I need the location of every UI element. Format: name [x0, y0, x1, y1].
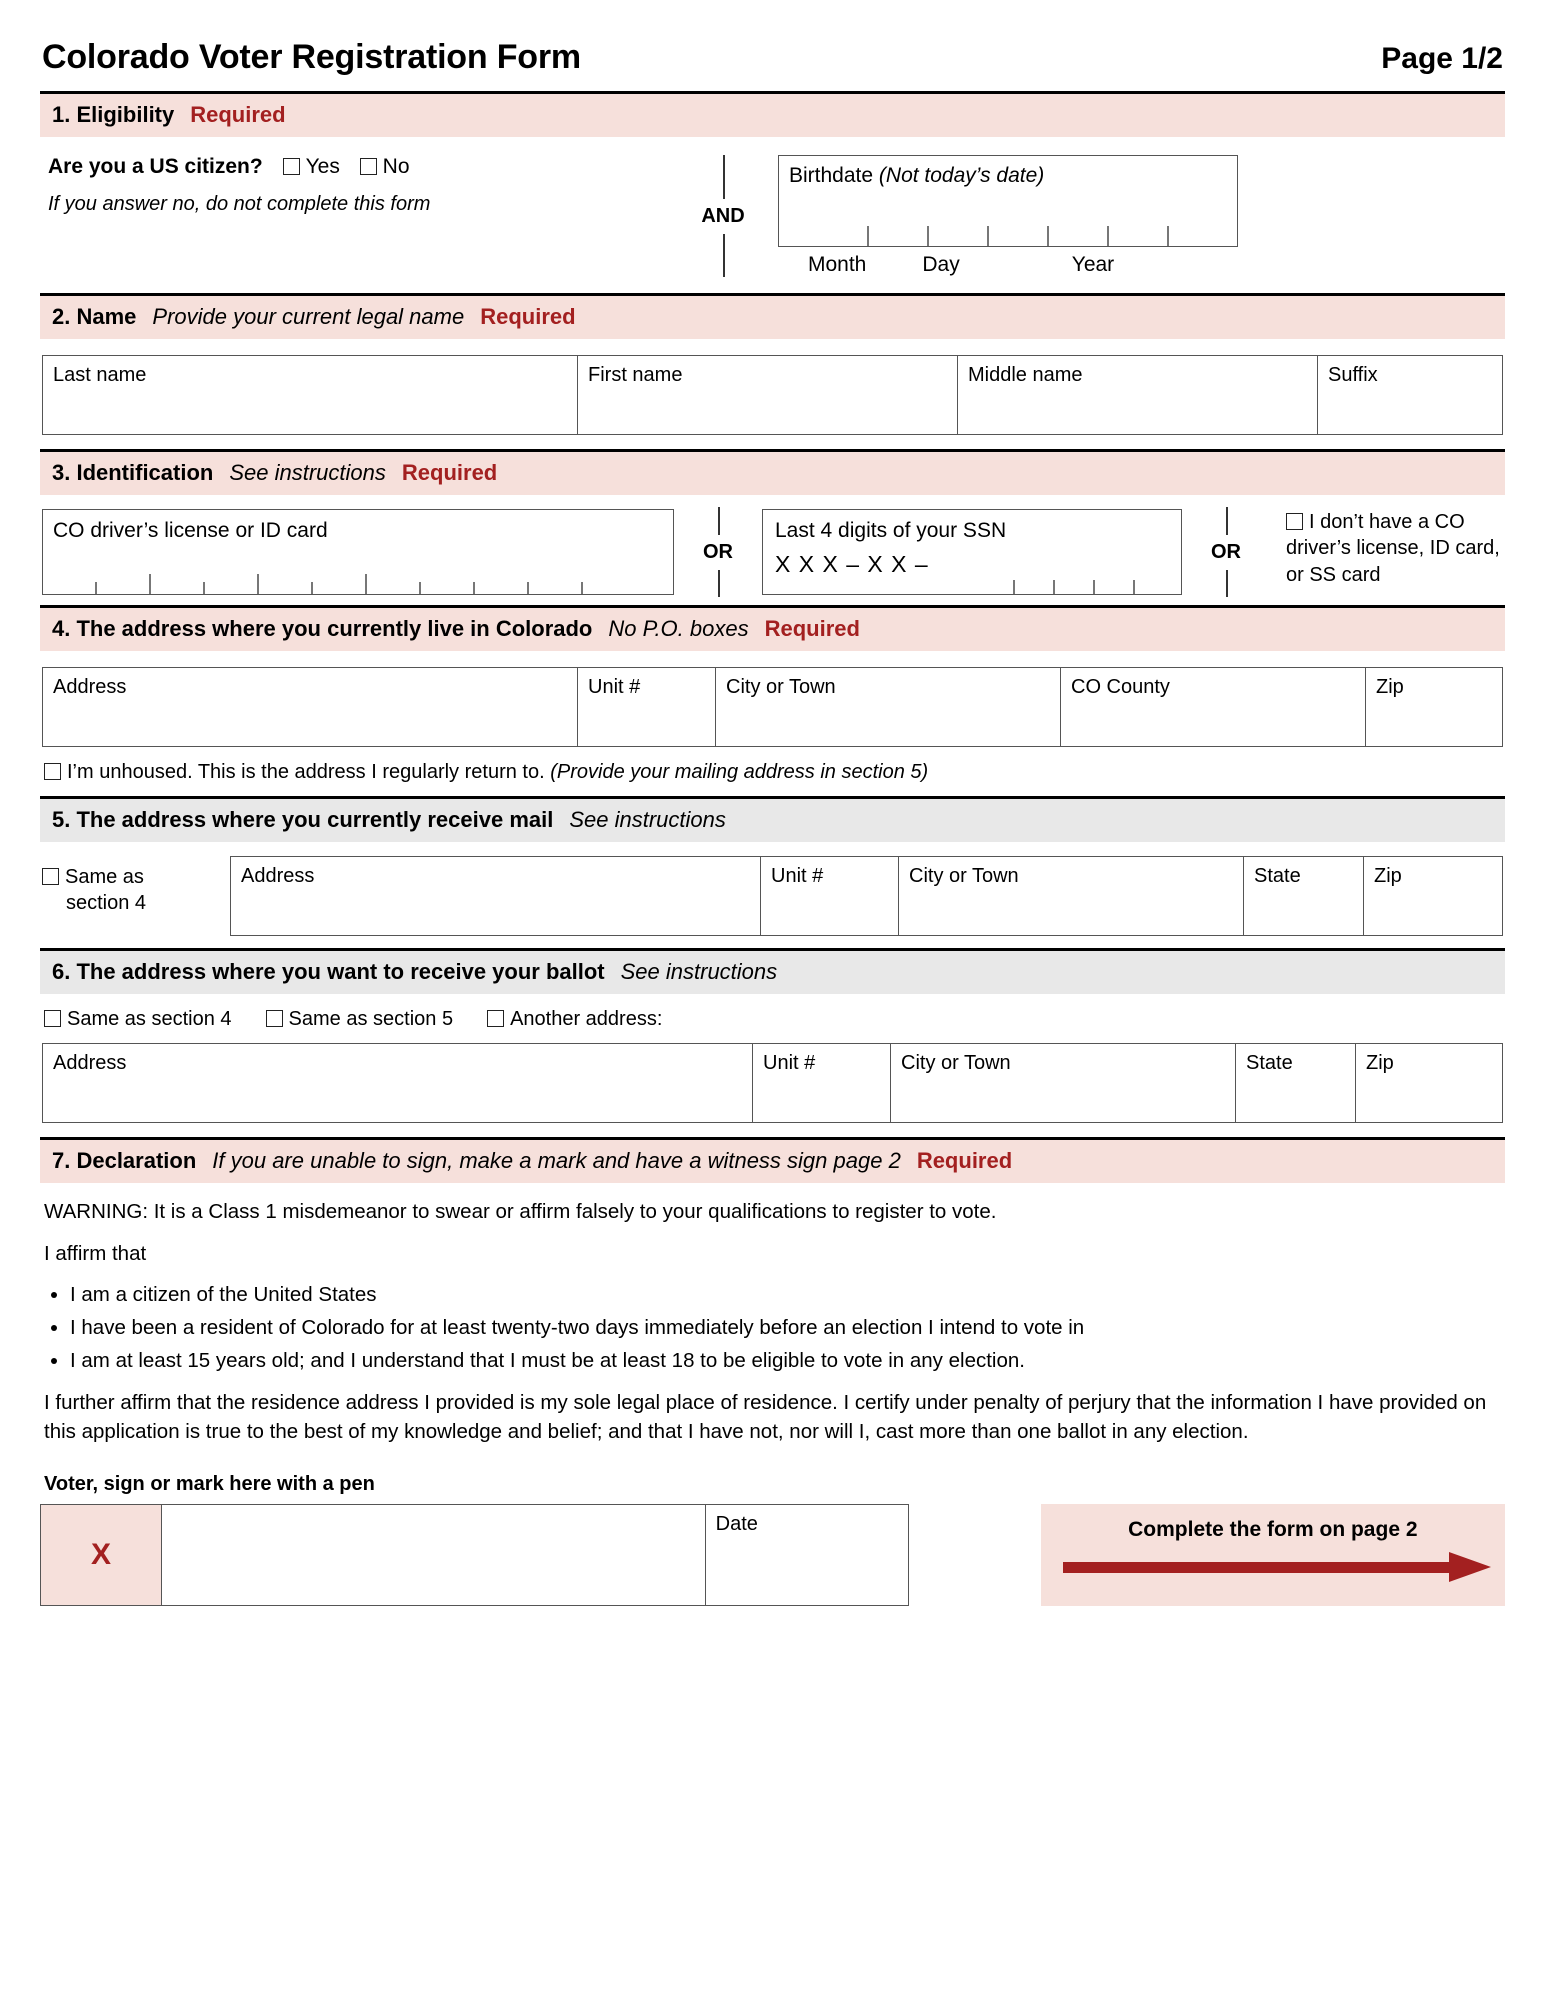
signature-row	[40, 1504, 1505, 1606]
declaration-bullet: • I am a citizen of the United States	[70, 1280, 1501, 1310]
drivers-license-tick-marks	[43, 574, 673, 594]
eligibility-body	[40, 137, 1505, 293]
signature-box[interactable]	[40, 1504, 909, 1606]
ssn-tick-marks	[763, 578, 1181, 594]
birthdate-note: (Not today’s date)	[878, 164, 1045, 187]
no-id-label: I don’t have a CO driver’s license, ID card, or SS card	[1286, 511, 1500, 586]
unhoused-label: I’m unhoused. This is the address I regularly return to.	[67, 761, 545, 783]
ballot-address-body	[40, 1043, 1505, 1137]
document-header	[40, 38, 1505, 91]
ssn-label: Last 4 digits of your SSN	[775, 519, 1007, 542]
section-header-declaration	[40, 1137, 1505, 1183]
birthdate-year-label: Year	[1071, 253, 1115, 276]
citizen-yes-label: Yes	[305, 155, 340, 178]
checkbox-icon[interactable]	[360, 158, 377, 175]
section-1-number: 1. Eligibility	[52, 102, 175, 127]
ballot-another-address-option[interactable]	[487, 1008, 662, 1031]
and-label: AND	[693, 199, 752, 234]
signature-input[interactable]	[162, 1505, 706, 1605]
ballot-address-options	[40, 994, 1505, 1043]
residence-address-row	[42, 667, 1503, 747]
section-header-residence-address	[40, 605, 1505, 651]
birthdate-label: Birthdate	[789, 164, 874, 187]
section-4-number: 4. The address where you currently live in Colorado	[52, 616, 593, 641]
ballot-address-field[interactable]: Address	[43, 1044, 753, 1122]
arrow-right-icon	[1057, 1552, 1489, 1582]
mail-zip-field[interactable]: Zip	[1374, 865, 1402, 887]
identification-body	[40, 495, 1505, 605]
or-label-1: OR	[696, 535, 740, 570]
declaration-body	[40, 1183, 1505, 1447]
mail-city-field[interactable]: City or Town	[899, 857, 1244, 935]
declaration-affirm-lead: I affirm that	[44, 1241, 147, 1265]
ballot-option-3-label: Another address:	[510, 1008, 663, 1030]
mail-address-field[interactable]: Address	[231, 857, 761, 935]
ssn-mask: X X X – X X –	[775, 551, 929, 577]
checkbox-icon[interactable]	[44, 763, 61, 780]
section-header-identification	[40, 449, 1505, 495]
section-3-required: Required	[401, 460, 498, 485]
section-header-ballot-address	[40, 948, 1505, 994]
name-fields-row	[42, 355, 1503, 435]
section-7-number: 7. Declaration	[52, 1148, 197, 1173]
checkbox-icon[interactable]	[487, 1010, 504, 1027]
birthdate-month-label: Month	[808, 253, 867, 276]
section-7-note: If you are unable to sign, make a mark and have a witness sign page 2	[212, 1148, 901, 1173]
or-connector-2	[1182, 509, 1270, 595]
ballot-city-field[interactable]: City or Town	[891, 1044, 1236, 1122]
section-6-number: 6. The address where you want to receive your ballot	[52, 959, 605, 984]
section-header-name	[40, 293, 1505, 339]
first-name-field[interactable]: First name	[578, 356, 958, 434]
ballot-address-row	[42, 1043, 1503, 1123]
drivers-license-label: CO driver’s license or ID card	[53, 519, 328, 542]
ballot-state-field[interactable]: State	[1236, 1044, 1356, 1122]
citizenship-question-label: Are you a US citizen?	[48, 155, 263, 178]
signature-x-marker: X	[41, 1505, 162, 1605]
citizenship-question-row	[48, 155, 668, 179]
section-2-required: Required	[480, 304, 576, 329]
residence-city-field[interactable]: City or Town	[716, 668, 1061, 746]
declaration-bullets	[44, 1280, 1501, 1375]
page-title: Colorado Voter Registration Form	[42, 38, 581, 76]
mail-state-field[interactable]: State	[1244, 857, 1364, 935]
ballot-unit-field[interactable]: Unit #	[753, 1044, 891, 1122]
mail-same-as-label: Same as	[65, 866, 144, 888]
residence-unit-field[interactable]: Unit #	[578, 668, 716, 746]
mail-unit-field[interactable]: Unit #	[761, 857, 899, 935]
mail-same-as-section4-option[interactable]	[42, 856, 230, 917]
citizenship-block	[42, 155, 668, 277]
ballot-option-1-label: Same as section 4	[67, 1008, 232, 1030]
birthdate-part-labels	[778, 253, 1238, 277]
ballot-same-as-section5-option[interactable]	[266, 1008, 454, 1031]
mail-same-as-label-line2: section 4	[66, 892, 147, 915]
residence-address-field[interactable]: Address	[43, 668, 578, 746]
drivers-license-field[interactable]	[42, 509, 674, 595]
suffix-field[interactable]: Suffix	[1328, 364, 1378, 386]
unhoused-note: (Provide your mailing address in section 5)	[550, 761, 929, 783]
next-page-callout	[1041, 1504, 1505, 1606]
citizen-no-label: No	[382, 155, 410, 178]
checkbox-icon[interactable]	[1286, 513, 1303, 530]
name-body	[40, 339, 1505, 449]
ballot-option-2-label: Same as section 5	[288, 1008, 454, 1030]
citizen-no-option[interactable]	[360, 155, 410, 178]
checkbox-icon[interactable]	[44, 1010, 61, 1027]
checkbox-icon[interactable]	[266, 1010, 283, 1027]
section-4-note: No P.O. boxes	[608, 616, 749, 641]
section-2-number: 2. Name	[52, 304, 137, 329]
mailing-address-row	[230, 856, 1503, 936]
residence-address-body	[40, 651, 1505, 747]
ballot-same-as-section4-option[interactable]	[44, 1008, 232, 1031]
next-page-text: Complete the form on page 2	[1128, 1518, 1418, 1542]
birthdate-field[interactable]	[778, 155, 1238, 247]
residence-county-field[interactable]: CO County	[1061, 668, 1366, 746]
ballot-zip-field[interactable]: Zip	[1366, 1052, 1394, 1074]
section-header-eligibility	[40, 91, 1505, 137]
ssn-field[interactable]	[762, 509, 1182, 595]
page-number: Page 1/2	[1381, 42, 1503, 75]
section-6-note: See instructions	[620, 959, 778, 984]
citizenship-subnote: If you answer no, do not complete this form	[48, 193, 431, 215]
section-1-required: Required	[190, 102, 286, 127]
checkbox-icon[interactable]	[42, 868, 59, 885]
and-connector	[668, 155, 778, 277]
signature-date-field[interactable]: Date	[715, 1513, 758, 1536]
section-3-number: 3. Identification	[52, 460, 214, 485]
section-header-mailing-address	[40, 796, 1505, 842]
birthdate-block	[778, 155, 1238, 277]
unhoused-option[interactable]	[40, 747, 1505, 796]
declaration-bullet: • I have been a resident of Colorado for at least twenty-two days immediately before an election I intend to vote in	[70, 1313, 1501, 1343]
declaration-further: I further affirm that the residence address I provided is my sole legal place of residence. I certify under penalty of perjury that the information I have provided on this application is true to the best of my knowledge and belief; and that I have not, nor will I, cast more than one ballot in any election.	[44, 1390, 1487, 1444]
middle-name-field[interactable]: Middle name	[958, 356, 1318, 434]
section-4-required: Required	[764, 616, 860, 641]
no-id-option[interactable]	[1270, 509, 1503, 595]
section-5-number: 5. The address where you currently receive mail	[52, 807, 554, 832]
section-2-note: Provide your current legal name	[152, 304, 465, 329]
declaration-warning: WARNING: It is a Class 1 misdemeanor to swear or affirm falsely to your qualifications to register to vote.	[44, 1200, 997, 1223]
or-connector-1	[674, 509, 762, 595]
checkbox-icon[interactable]	[283, 158, 300, 175]
declaration-bullet: • I am at least 15 years old; and I understand that I must be at least 18 to be eligible to vote in any election.	[70, 1346, 1501, 1376]
citizen-yes-option[interactable]	[283, 155, 346, 178]
birthdate-day-label: Day	[922, 253, 960, 276]
signature-instruction: Voter, sign or mark here with a pen	[44, 1473, 375, 1496]
residence-zip-field[interactable]: Zip	[1376, 676, 1404, 698]
birthdate-tick-marks	[779, 224, 1237, 246]
last-name-field[interactable]: Last name	[43, 356, 578, 434]
mailing-address-body	[40, 842, 1505, 948]
or-label-2: OR	[1204, 535, 1248, 570]
section-7-required: Required	[916, 1148, 1013, 1173]
section-3-note: See instructions	[229, 460, 386, 485]
section-5-note: See instructions	[569, 807, 726, 832]
